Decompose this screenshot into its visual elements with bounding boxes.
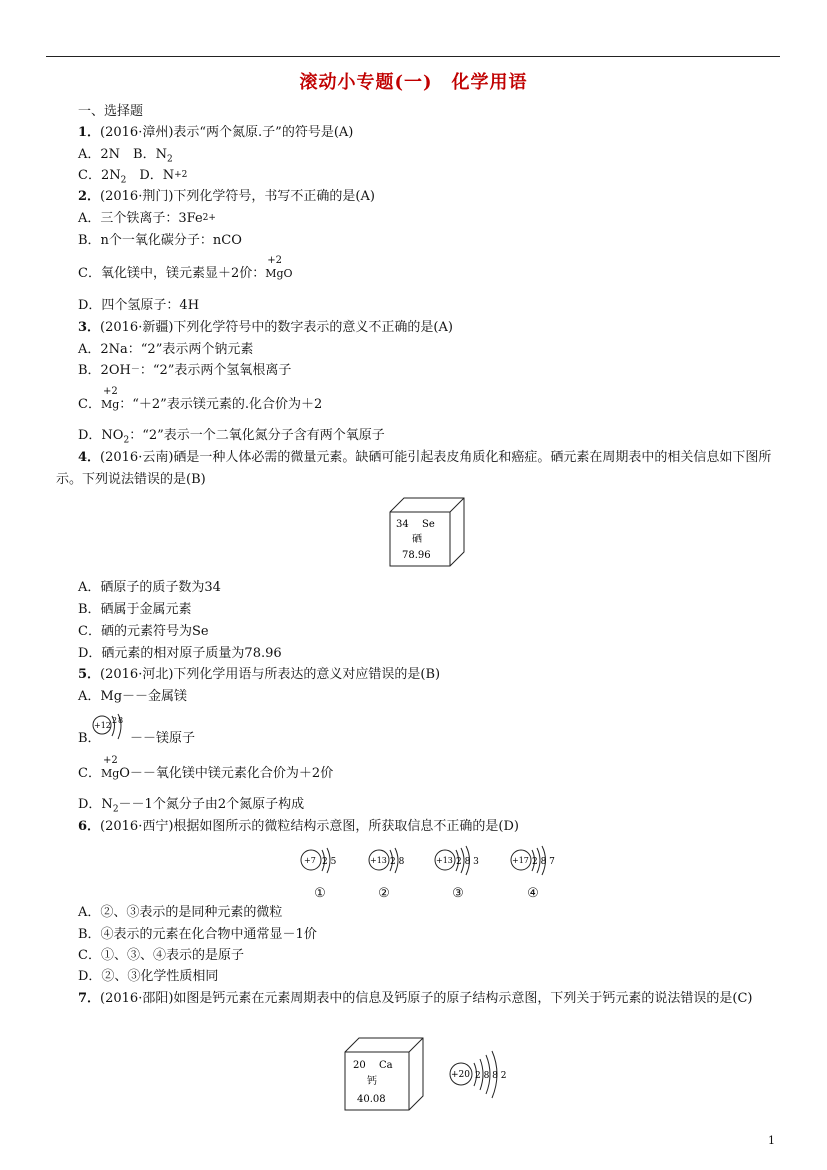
q5-option-c: C． +2 MgO－－氧化镁中镁元素化合价为＋2价	[78, 755, 334, 781]
svg-text:+17: +17	[512, 856, 529, 865]
ca-symbol: Ca	[379, 1060, 393, 1071]
svg-text:+13: +13	[370, 856, 387, 865]
calcium-atom-diagram	[448, 1050, 522, 1104]
section-heading: 一、选择题	[78, 104, 144, 119]
q1-number: 1．	[78, 125, 101, 140]
question-1	[78, 124, 353, 142]
svg-text:2 5: 2 5	[322, 857, 337, 867]
svg-text:+12: +12	[94, 721, 111, 730]
q2-option-a: A．三个铁离子：$3Fe^{2+}$	[78, 211, 216, 226]
atom-diagram-2	[368, 845, 418, 881]
atom-label-2: ②	[378, 886, 390, 901]
question-6: 6．(2016·西宁)根据如图所示的微粒结构示意图，所获取信息不正确的是(D)	[78, 819, 519, 834]
svg-text:8: 8	[118, 716, 124, 725]
atom-label-4: ④	[527, 886, 539, 901]
q6-option-b: B．④表示的元素在化合物中通常显－1价	[78, 927, 317, 942]
question-5: 5．(2016·河北)下列化学用语与所表达的意义对应错误的是(B)	[78, 667, 441, 682]
q4-option-b: B．硒属于金属元素	[78, 602, 192, 617]
atom-label-3: ③	[452, 886, 464, 901]
calcium-element-card	[343, 1036, 427, 1118]
q6-option-a: A．②、③表示的是同种元素的微粒	[78, 905, 283, 920]
question-4: 4．(2016·云南)硒是一种人体必需的微量元素。缺硒可能引起表皮角质化和癌症。硒元素在周期表中的相关信息如下图所示。下列说法错误的是(B)	[56, 450, 772, 487]
svg-text:2 8 8 2: 2 8 8 2	[475, 1071, 507, 1081]
svg-text:2 8 7: 2 8 7	[532, 857, 555, 867]
q5-option-b: B．	[78, 731, 101, 746]
page-title: 滚动小专题(一) 化学用语	[299, 72, 528, 93]
header-rule	[46, 56, 780, 57]
question-2: 2．(2016·荆门)下列化学符号，书写不正确的是(A)	[78, 189, 375, 204]
svg-text:2: 2	[112, 716, 118, 725]
q5-option-a: A．Mg－－金属镁	[78, 689, 188, 704]
ca-mass: 40.08	[357, 1094, 386, 1105]
q3-option-c: C． +2 Mg：“＋2”表示镁元素的.化合价为＋2	[78, 386, 323, 412]
q4-option-d: D．硒元素的相对原子质量为78.96	[78, 646, 282, 661]
q2-option-c: C．氧化镁中，镁元素显＋2价： +2 MgO	[78, 255, 293, 281]
q5-option-d: D．$N_2--1$个氮分子由2个氮原子构成	[78, 797, 305, 815]
q1-options-ab: A．2N B．$N_2$	[78, 147, 173, 165]
se-number: 34	[396, 519, 409, 530]
svg-text:+13: +13	[436, 856, 453, 865]
atom-diagram-4	[510, 845, 566, 881]
q4-option-c: C．硒的元素符号为Se	[78, 624, 209, 639]
page-number: 1	[768, 1134, 775, 1147]
q6-option-c: C．①、③、④表示的是原子	[78, 948, 244, 963]
q1-options-cd: C．$2N_2$ D．$N^{+2}$	[78, 168, 188, 186]
se-symbol: Se	[422, 519, 435, 530]
ca-number: 20	[353, 1060, 366, 1071]
q2-option-d: D．四个氢原子：4H	[78, 298, 200, 313]
atom-diagram-3	[434, 845, 490, 881]
q3-option-a: A．2Na：“2”表示两个钠元素	[78, 342, 254, 357]
q4-option-a: A．硒原子的质子数为34	[78, 580, 221, 595]
atom-diagram-1	[300, 845, 350, 881]
q2-option-b: B．n个一氧化碳分子：nCO	[78, 233, 242, 248]
q5-option-b-text: －－镁原子	[130, 731, 196, 746]
svg-text:+7: +7	[304, 856, 316, 865]
mg-atom-diagram	[92, 712, 134, 750]
q1-stem: (2016·漳州)表示“两个氮原.子”的符号是(A)	[100, 125, 354, 140]
q3-option-d: D．$NO_2$：“2”表示一个二氧化氮分子含有两个氧原子	[78, 428, 385, 446]
se-name: 硒	[412, 534, 422, 545]
question-3: 3．(2016·新疆)下列化学符号中的数字表示的意义不正确的是(A)	[78, 320, 453, 335]
se-mass: 78.96	[402, 550, 431, 561]
svg-text:+20: +20	[451, 1070, 470, 1080]
ca-name: 钙	[367, 1076, 377, 1087]
svg-text:2 8: 2 8	[390, 857, 405, 867]
question-7: 7．(2016·邵阳)如图是钙元素在元素周期表中的信息及钙原子的原子结构示意图，下列关于钙元素的说法错误的是(C)	[78, 991, 753, 1006]
svg-text:2 8 3: 2 8 3	[456, 857, 479, 867]
selenium-element-card	[388, 496, 468, 574]
atom-label-1: ①	[314, 886, 326, 901]
q3-option-b: B．2OH－：“2”表示两个氢氧根离子	[78, 363, 292, 378]
q6-option-d: D．②、③化学性质相同	[78, 969, 219, 984]
